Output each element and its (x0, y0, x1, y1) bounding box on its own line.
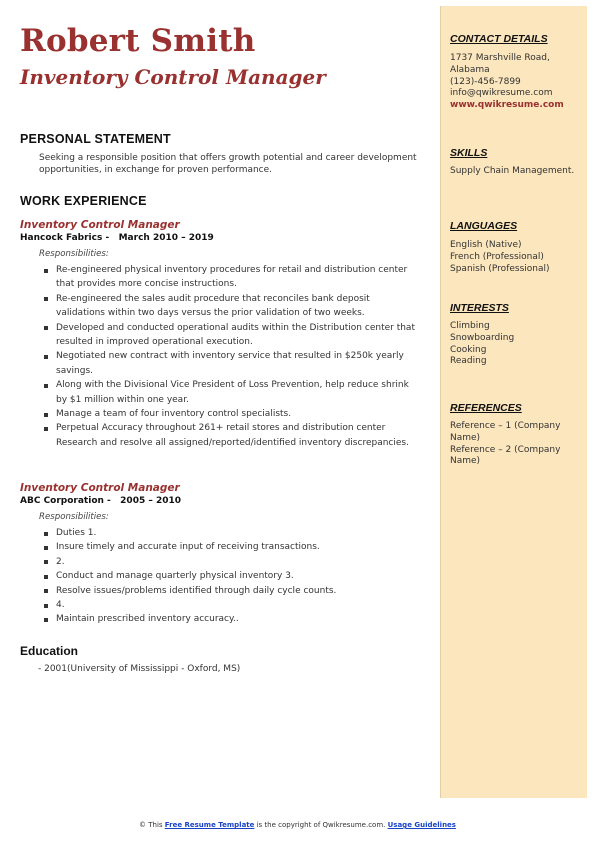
email-address[interactable]: info@qwikresume.com (450, 88, 553, 99)
usage-guidelines-link[interactable]: Usage Guidelines (387, 821, 456, 829)
list-item: 2. (42, 555, 418, 569)
references-heading: REFERENCES (450, 402, 522, 414)
languages-heading: LANGUAGES (450, 220, 518, 232)
list-item: Insure timely and accurate input of receiving transactions. (42, 540, 418, 554)
responsibilities-label: Responsibilities: (39, 249, 109, 259)
contact-details-heading: CONTACT DETAILS (450, 33, 548, 45)
skills-heading: SKILLS (450, 147, 488, 159)
sidebar (440, 6, 587, 798)
responsibilities-label: Responsibilities: (39, 512, 109, 522)
job-title: Inventory Control Manager (20, 482, 180, 494)
list-item: Climbing (450, 321, 490, 331)
personal-statement-heading: PERSONAL STATEMENT (20, 132, 171, 146)
address-line-1: 1737 Marshville Road, (450, 53, 550, 63)
list-item: Developed and conducted operational audits within the Distribution center that resulted in improved operational execution. (42, 321, 418, 350)
phone-number: (123)-456-7899 (450, 76, 521, 87)
list-item: Maintain prescribed inventory accuracy.. (42, 612, 418, 626)
address-line-2: Alabama (450, 64, 490, 75)
job-entry (20, 482, 418, 627)
list-item: Manage a team of four inventory control specialists. (42, 407, 418, 421)
skills-text: Supply Chain Management. (450, 166, 575, 176)
languages-list (450, 240, 582, 275)
candidate-title: Inventory Control Manager (20, 65, 326, 89)
references-list (450, 421, 582, 468)
work-experience-heading: WORK EXPERIENCE (20, 194, 147, 208)
list-item: Reading (450, 356, 487, 367)
list-item: Resolve issues/problems identified through daily cycle counts. (42, 584, 418, 598)
main-column (20, 22, 425, 674)
website-link[interactable]: www.qwikresume.com (450, 100, 564, 111)
list-item: Negotiated new contract with inventory service that resulted in $250k yearly savings. (42, 349, 418, 378)
list-item: 4. (42, 598, 418, 612)
interests-heading: INTERESTS (450, 302, 509, 314)
contact-details (450, 53, 582, 112)
footer-copyright-text: is the copyright of Qwikresume.com. (254, 821, 388, 829)
list-item: Conduct and manage quarterly physical inventory 3. (42, 569, 418, 583)
responsibilities-list (42, 263, 418, 450)
list-item: Perpetual Accuracy throughout 261+ retail stores and distribution center Research and resolve all assigned/reported/identified inventory discrepancies. (42, 421, 418, 450)
education-item: - 2001(University of Mississippi - Oxford, MS) (38, 664, 241, 674)
job-company-dates: ABC Corporation - 2005 – 2010 (20, 496, 182, 506)
list-item: Reference – 1 (Company Name) (450, 421, 561, 443)
list-item: Snowboarding (450, 332, 515, 343)
list-item: Re-engineered physical inventory procedures for retail and distribution center that provides more concise instructions. (42, 263, 418, 292)
job-title: Inventory Control Manager (20, 219, 180, 231)
list-item: French (Professional) (450, 251, 544, 262)
candidate-name: Robert Smith (20, 23, 256, 59)
list-item: Reference – 2 (Company Name) (450, 444, 561, 467)
list-item: English (Native) (450, 240, 522, 250)
job-entry (20, 219, 418, 450)
free-resume-template-link[interactable]: Free Resume Template (164, 821, 255, 829)
education-heading: Education (20, 644, 79, 658)
footer-prefix: © This (139, 821, 165, 829)
responsibilities-list (42, 526, 418, 627)
footer (0, 821, 595, 829)
list-item: Along with the Divisional Vice President of Loss Prevention, help reduce shrink by $1 million within one year. (42, 378, 418, 407)
list-item: Cooking (450, 344, 487, 355)
interests-list (450, 321, 582, 368)
job-company-dates: Hancock Fabrics - March 2010 – 2019 (20, 233, 214, 243)
list-item: Spanish (Professional) (450, 263, 550, 274)
list-item: Duties 1. (42, 526, 418, 540)
personal-statement-text: Seeking a responsible position that offers growth potential and career development opportunities, in exchange for proven performance. (39, 153, 417, 175)
list-item: Re-engineered the sales audit procedure that reconciles bank deposit validations within two days versus the prior validation of two weeks. (42, 292, 418, 321)
